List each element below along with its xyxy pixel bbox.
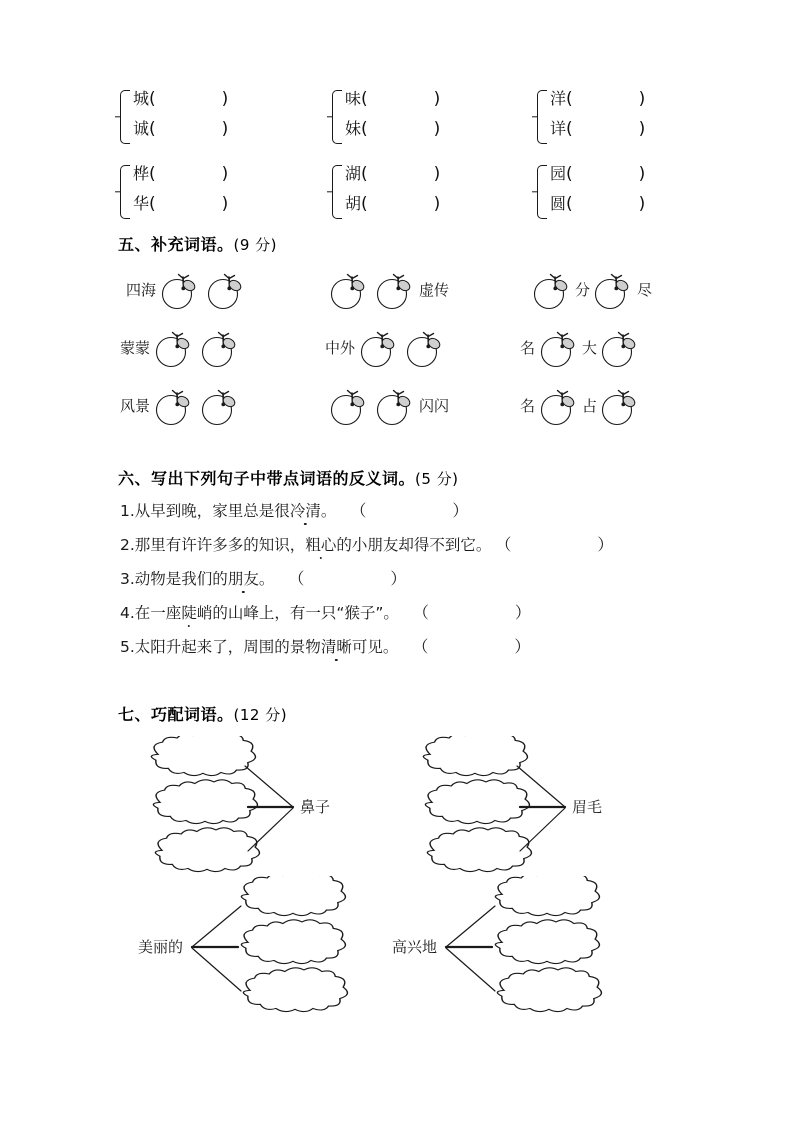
char-pair-group xyxy=(120,86,310,148)
paren-close: ） xyxy=(514,603,531,622)
char-pair-group xyxy=(120,161,310,223)
char-pair-row xyxy=(133,161,228,187)
section-7-title: 七、巧配词语。 xyxy=(118,705,234,724)
paren-open: ( xyxy=(149,89,156,109)
char-pair-row xyxy=(133,116,228,142)
apple-blank-icon[interactable] xyxy=(537,384,581,428)
word-prefix: 风景 xyxy=(120,396,151,415)
apple-blank-icon[interactable] xyxy=(152,326,196,370)
marked-word: 清晰 xyxy=(321,630,352,664)
word-prefix: 蒙蒙 xyxy=(120,338,151,357)
apple-blank-icon[interactable] xyxy=(357,326,401,370)
paren-open: ( xyxy=(566,89,573,109)
paren-open: ( xyxy=(566,194,573,214)
sentence-text-after: 。 xyxy=(320,502,337,520)
sentence-number: 4. xyxy=(120,604,135,622)
sentence-text-before: 动物是我们的 xyxy=(134,570,228,588)
paren-close: ) xyxy=(638,119,646,139)
apple-blank-icon[interactable] xyxy=(327,384,371,428)
char-label: 城 xyxy=(133,89,150,108)
paren-open: ( xyxy=(566,119,573,139)
answer-parentheses[interactable] xyxy=(274,562,406,596)
section-6-title: 六、写出下列句子中带点词语的反义词。 xyxy=(118,469,416,488)
marked-word: 陡 xyxy=(181,596,197,630)
char-pair-row xyxy=(345,161,440,187)
char-pair-row xyxy=(345,116,440,142)
antonym-sentences-list xyxy=(120,494,760,664)
apple-blank-icon[interactable] xyxy=(204,268,248,312)
section-6-points: (5 分) xyxy=(415,470,459,488)
paren-open: （ xyxy=(412,637,429,656)
paren-open: ( xyxy=(149,119,156,139)
paren-close: ） xyxy=(514,637,531,656)
char-pair-row xyxy=(550,86,645,112)
word-middle: 占 xyxy=(582,396,598,415)
antonym-sentence xyxy=(120,528,760,562)
paren-open: ( xyxy=(149,164,156,184)
apple-blank-icon[interactable] xyxy=(152,384,196,428)
word-blank-item xyxy=(325,378,449,434)
char-pair-row xyxy=(550,161,645,187)
brace-icon xyxy=(537,165,547,219)
paren-open: （ xyxy=(412,603,429,622)
char-label: 详 xyxy=(550,119,567,138)
paren-close: ) xyxy=(433,119,441,139)
sentence-text-after: 峭的山峰上，有一只“猴子”。 xyxy=(196,604,399,622)
sentence-number: 5. xyxy=(120,638,135,656)
cloud-group xyxy=(392,876,682,1021)
section-5-heading xyxy=(118,232,277,255)
sentence-text-after: 可见。 xyxy=(351,638,399,656)
char-label: 洋 xyxy=(550,89,567,108)
apple-blank-icon[interactable] xyxy=(537,326,581,370)
antonym-sentence xyxy=(120,562,760,596)
paren-open: ( xyxy=(149,194,156,214)
marked-word: 粗心 xyxy=(305,528,336,562)
apple-blank-icon[interactable] xyxy=(598,326,642,370)
paren-open: ( xyxy=(361,164,368,184)
sentence-text-before: 在一座 xyxy=(134,604,182,622)
antonym-sentence xyxy=(120,596,760,630)
sentence-text-before: 太阳升起来了，周围的景物 xyxy=(134,638,321,656)
char-pair-row xyxy=(133,191,228,217)
paren-close: ) xyxy=(221,194,229,214)
marked-word: 冷清 xyxy=(290,494,321,528)
word-blank-item xyxy=(520,320,644,376)
char-label: 湖 xyxy=(345,164,362,183)
word-suffix: 闪闪 xyxy=(419,396,450,415)
section-5-title: 五、补充词语。 xyxy=(118,235,234,254)
char-label: 桦 xyxy=(133,164,150,183)
sentence-number: 3. xyxy=(120,570,135,588)
section-6-heading xyxy=(118,466,459,489)
antonym-sentence xyxy=(120,494,760,528)
apple-blank-icon[interactable] xyxy=(530,268,574,312)
char-pair-group xyxy=(537,86,727,148)
char-pair-group xyxy=(332,161,522,223)
sentence-text-after: 的小朋友却得不到它。 xyxy=(336,536,492,554)
fill-in-words-exercise xyxy=(120,262,720,442)
char-pair-row xyxy=(550,191,645,217)
apple-blank-icon[interactable] xyxy=(198,326,242,370)
answer-parentheses[interactable] xyxy=(399,596,531,630)
antonym-sentence xyxy=(120,630,760,664)
paren-open: （ xyxy=(350,501,367,520)
section-7-points: (12 分) xyxy=(233,706,288,724)
paren-close: ) xyxy=(638,194,646,214)
cloud-group-label: 鼻子 xyxy=(300,798,331,816)
apple-blank-icon[interactable] xyxy=(373,384,417,428)
paren-close: ) xyxy=(221,119,229,139)
paren-open: ( xyxy=(361,119,368,139)
char-label: 华 xyxy=(133,194,150,213)
word-blank-item xyxy=(120,320,244,376)
section-7-heading xyxy=(118,702,287,725)
word-blank-item xyxy=(520,378,644,434)
word-blank-item xyxy=(325,262,449,318)
cloud-group xyxy=(138,736,428,881)
paren-open: ( xyxy=(361,89,368,109)
paren-open: ( xyxy=(361,194,368,214)
answer-parentheses[interactable] xyxy=(336,494,468,528)
paren-close: ) xyxy=(433,89,441,109)
char-label: 妹 xyxy=(345,119,362,138)
apple-blank-icon[interactable] xyxy=(591,268,635,312)
marked-word: 朋友 xyxy=(228,562,259,596)
apple-blank-icon[interactable] xyxy=(158,268,202,312)
cloud-group-label: 高兴地 xyxy=(392,938,438,956)
paren-open: ( xyxy=(566,164,573,184)
sentence-text-after: 。 xyxy=(258,570,275,588)
sentence-number: 2. xyxy=(120,536,135,554)
char-label: 胡 xyxy=(345,194,362,213)
char-pair-group xyxy=(332,86,522,148)
char-pair-row xyxy=(345,86,440,112)
char-pair-row xyxy=(133,86,228,112)
word-middle: 大 xyxy=(582,338,598,357)
paren-close: ) xyxy=(221,89,229,109)
cloud-group xyxy=(410,736,700,881)
brace-icon xyxy=(332,90,342,144)
apple-blank-icon[interactable] xyxy=(327,268,371,312)
word-blank-item xyxy=(325,320,449,376)
section-5-points: (9 分) xyxy=(233,236,278,254)
word-suffix: 尽 xyxy=(637,280,653,299)
word-blank-item xyxy=(126,262,250,318)
brace-icon xyxy=(120,90,130,144)
word-matching-exercise xyxy=(120,736,720,1026)
cloud-group-label: 眉毛 xyxy=(572,798,603,816)
char-label: 味 xyxy=(345,89,362,108)
char-label: 诚 xyxy=(133,119,150,138)
paren-close: ） xyxy=(452,501,469,520)
paren-close: ) xyxy=(433,164,441,184)
sentence-text-before: 那里有许许多多的知识， xyxy=(134,536,306,554)
apple-blank-icon[interactable] xyxy=(198,384,242,428)
answer-parentheses[interactable] xyxy=(398,630,530,664)
word-prefix: 名 xyxy=(520,396,536,415)
paren-close: ) xyxy=(221,164,229,184)
sentence-number: 1. xyxy=(120,502,135,520)
sentence-text-before: 从早到晚，家里总是很 xyxy=(134,502,290,520)
cloud-group xyxy=(138,876,428,1021)
paren-open: （ xyxy=(288,569,305,588)
word-prefix: 四海 xyxy=(126,280,157,299)
paren-close: ） xyxy=(390,569,407,588)
paren-close: ) xyxy=(433,194,441,214)
apple-blank-icon[interactable] xyxy=(373,268,417,312)
paren-close: ) xyxy=(638,164,646,184)
char-label: 园 xyxy=(550,164,567,183)
cloud-group-label: 美丽的 xyxy=(138,938,184,956)
brace-icon xyxy=(537,90,547,144)
paren-open: （ xyxy=(495,535,512,554)
word-blank-item xyxy=(120,378,244,434)
brace-icon xyxy=(120,165,130,219)
word-blank-item xyxy=(528,262,652,318)
apple-blank-icon[interactable] xyxy=(598,384,642,428)
char-pair-row xyxy=(345,191,440,217)
word-prefix: 中外 xyxy=(325,338,356,357)
word-prefix: 名 xyxy=(520,338,536,357)
paren-close: ） xyxy=(597,535,614,554)
word-middle: 分 xyxy=(575,280,591,299)
apple-blank-icon[interactable] xyxy=(403,326,447,370)
word-suffix: 虚传 xyxy=(419,280,450,299)
char-label: 圆 xyxy=(550,194,567,213)
char-pair-row xyxy=(550,116,645,142)
char-pair-group xyxy=(537,161,727,223)
character-pairs-exercise xyxy=(120,86,720,226)
paren-close: ) xyxy=(638,89,646,109)
answer-parentheses[interactable] xyxy=(491,528,613,562)
brace-icon xyxy=(332,165,342,219)
